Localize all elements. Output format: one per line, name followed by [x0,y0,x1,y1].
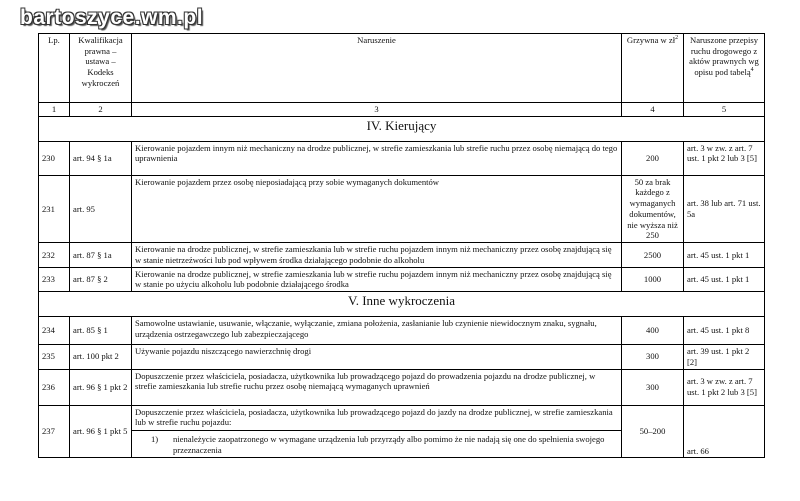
column-number: 5 [684,103,765,117]
column-number: 2 [70,103,132,117]
row-przepisy: art. 38 lub art. 71 ust. 5a [684,175,765,242]
row-art: art. 85 § 1 [70,317,132,345]
row-text: Kierowanie pojazdem innym niż mechaniczny na drodze publicznej, w strefie zamieszkania lub strefie ruchu przez osobę niemającą do tego uprawnienia [132,141,622,175]
row-fine: 200 [622,141,684,175]
row-art: art. 96 § 1 pkt 2 [70,369,132,405]
column-number-row [39,103,765,117]
row-przepisy: art. 3 w zw. z art. 7 ust. 1 pkt 2 lub 3 [5] [684,369,765,405]
table-row [39,317,765,345]
table-row [39,405,765,458]
row-przepisy: art. 45 ust. 1 pkt 1 [684,243,765,267]
header-przepisy-text: Naruszone przepisy ruchu drogowego z aktów prawnych wg opisu pod tabelą [689,35,759,78]
row-text: Używanie pojazdu niszczącego nawierzchnię drogi [132,345,622,369]
row-fine: 2500 [622,243,684,267]
sub-item-number: 1) [151,434,159,445]
row-text: Dopuszczenie przez właściciela, posiadacza, użytkownika lub prowadzącego pojazd do jazdy na drodze publicznej, w strefie zamieszkania lub w strefie ruchu pojazdu: [135,406,613,428]
row-text: Kierowanie na drodze publicznej, w strefie zamieszkania lub w strefie ruchu pojazdem innym niż mechaniczny przez osobę znajdującą się w stanie po użyciu alkoholu lub podobnie działającego środka [132,267,622,291]
row-art: art. 87 § 1a [70,243,132,267]
table-row [39,267,765,291]
row-text: Kierowanie pojazdem przez osobę nieposiadającą przy sobie wymaganych dokumentów [132,175,622,242]
header-grzywna [622,34,684,103]
sub-item-text: nienależycie zaopatrzonego w wymagane urządzenia lub przyrządy albo pomimo że nie nadają się one do spełnienia swojego przeznaczenia [173,434,605,455]
table-row [39,345,765,369]
header-naruszenie: Naruszenie [132,34,622,103]
section-row-kierujacy [39,116,765,141]
row-przepisy: art. 45 ust. 1 pkt 1 [684,267,765,291]
row-lp: 235 [39,345,70,369]
row-art: art. 96 § 1 pkt 5 [70,405,132,458]
section-row-inne [39,292,765,317]
row-przepisy: art. 45 ust. 1 pkt 8 [684,317,765,345]
row-lp: 233 [39,267,70,291]
header-lp: Lp. [39,34,70,103]
row-fine: 300 [622,345,684,369]
table-row [39,243,765,267]
row-fine: 400 [622,317,684,345]
row-lp: 236 [39,369,70,405]
column-number: 1 [39,103,70,117]
row-fine: 50–200 [622,405,684,458]
row-art: art. 87 § 2 [70,267,132,291]
column-number: 4 [622,103,684,117]
column-number: 3 [132,103,622,117]
row-fine: 1000 [622,267,684,291]
row-art: art. 94 § 1a [70,141,132,175]
row-text-cell [132,405,622,458]
row-przepisy: art. 66 [684,405,765,458]
header-kwalifikacja: Kwalifikacja prawna – ustawa – Kodeks wykroczeń [70,34,132,103]
site-watermark: bartoszyce.wm.pl [20,6,204,29]
row-fine: 300 [622,369,684,405]
row-text: Dopuszczenie przez właściciela, posiadacza, użytkownika lub prowadzącego pojazd do prowadzenia pojazdu na drodze publicznej, w strefie zamieszkania lub strefie ruchu przez osobę niemającą wymaganych uprawnień [132,369,622,405]
table-row [39,141,765,175]
header-przepisy-sup: 4 [750,67,754,74]
row-lp: 232 [39,243,70,267]
row-lp: 237 [39,405,70,458]
row-lp: 230 [39,141,70,175]
header-grzywna-text: Grzywna w zł [626,35,676,45]
row-text: Kierowanie na drodze publicznej, w strefie zamieszkania lub w strefie ruchu pojazdem innym niż mechaniczny przez osobę znajdującą się w stanie nietrzeźwości lub pod wpływem środka działającego podobnie do alkoholu [132,243,622,267]
sub-item [132,430,621,457]
row-lp: 231 [39,175,70,242]
row-art: art. 95 [70,175,132,242]
section-title: IV. Kierujący [39,116,765,141]
header-grzywna-sup: 2 [675,35,679,42]
row-text: Samowolne ustawianie, usuwanie, włączanie, wyłączanie, zmiana położenia, zasłanianie lub czynienie niewidocznym znaku, sygnału, urządzenia ostrzegawczego lub zabezpieczającego [132,317,622,345]
fines-table [38,33,765,458]
row-art: art. 100 pkt 2 [70,345,132,369]
row-przepisy: art. 39 ust. 1 pkt 2 [2] [684,345,765,369]
row-lp: 234 [39,317,70,345]
table-row [39,175,765,242]
row-przepisy: art. 3 w zw. z art. 7 ust. 1 pkt 2 lub 3 [5] [684,141,765,175]
row-fine: 50 za brak każdego z wymaganych dokumentów, nie wyższa niż 250 [622,175,684,242]
section-title: V. Inne wykroczenia [39,292,765,317]
table-row [39,369,765,405]
header-przepisy [684,34,765,103]
header-row [39,34,765,103]
